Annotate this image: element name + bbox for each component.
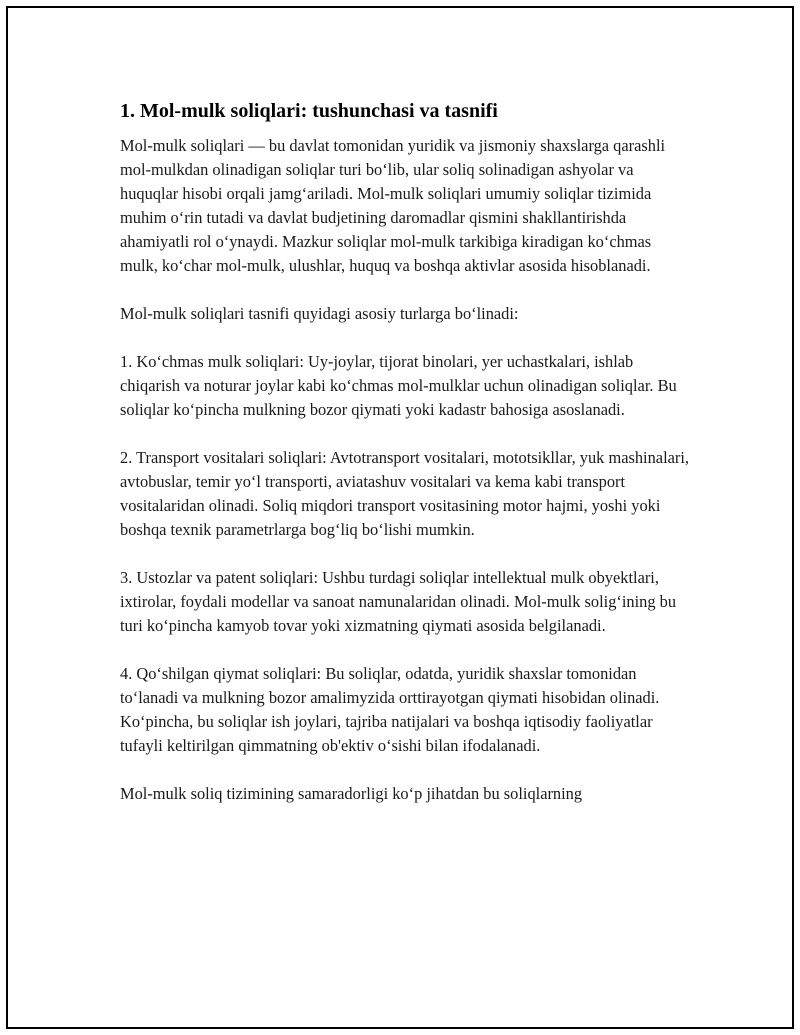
paragraph-intro: Mol-mulk soliqlari — bu davlat tomonidan yuridik va jismoniy shaxslarga qarashli mol-mulkdan olinadigan soliqlar turi bo‘lib, ular soliq solinadigan ashyolar va huquqlar hisobi orqali jamg‘ariladi. Mol-mulk soliqlari umumiy soliqlar tizimida muhim o‘rin tutadi va davlat budjetining daromadlar qismini shakllantirishda ahamiyatli rol o‘ynaydi. Mazkur soliqlar mol-mulk tarkibiga kiradigan ko‘chmas mulk, ko‘char mol-mulk, ulushlar, huquq va boshqa aktivlar asosida hisoblanadi. xyxy=(120,136,666,275)
paragraph-real-estate-tax: 1. Ko‘chmas mulk soliqlari: Uy-joylar, tijorat binolari, yer uchastkalari, ishlab chiqarish va noturar joylar kabi ko‘chmas mol-mulklar uchun olinadigan soliqlar. Bu soliqlar ko‘pincha mulkning bozor qiymati yoki kadastr bahosiga asoslanadi. xyxy=(120,352,677,419)
paragraph-patent-tax: 3. Ustozlar va patent soliqlari: Ushbu turdagi soliqlar intellektual mulk obyektlari, ixtirolar, foydali modellar va sanoat namunalaridan olinadi. Mol-mulk solig‘ining bu turi ko‘pincha kamyob tovar yoki xizmatning qiymati asosida belgilanadi. xyxy=(120,568,677,635)
page-frame xyxy=(6,6,794,1029)
paragraph-transport-tax: 2. Transport vositalari soliqlari: Avtotransport vositalari, mototsikllar, yuk mashinalari, avtobuslar, temir yo‘l transporti, aviatashuv vositalari va kema kabi transport vositalaridan olinadi. Soliq miqdori transport vositasining motor hajmi, yoshi yoki boshqa texnik parametrlarga bog‘liq bo‘lishi mumkin. xyxy=(120,448,690,539)
paragraph-value-added-tax: 4. Qo‘shilgan qiymat soliqlari: Bu soliqlar, odatda, yuridik shaxslar tomonidan to‘lanadi va mulkning bozor amalimyzida orttirayotgan qiymati hisobidan olinadi. Ko‘pincha, bu soliqlar ish joylari, tajriba natijalari va boshqa iqtisodiy faoliyatlar tufayli keltirilgan qimmatning ob'ektiv o‘sishi bilan ifodalanadi. xyxy=(120,664,660,755)
document-title: 1. Mol-mulk soliqlari: tushunchasi va tasnifi xyxy=(120,100,498,122)
paragraph-classification-lead: Mol-mulk soliqlari tasnifi quyidagi asosiy turlarga bo‘linadi: xyxy=(120,304,519,323)
paragraph-efficiency: Mol-mulk soliq tizimining samaradorligi ko‘p jihatdan bu soliqlarning xyxy=(120,784,583,803)
document-body xyxy=(120,98,690,806)
